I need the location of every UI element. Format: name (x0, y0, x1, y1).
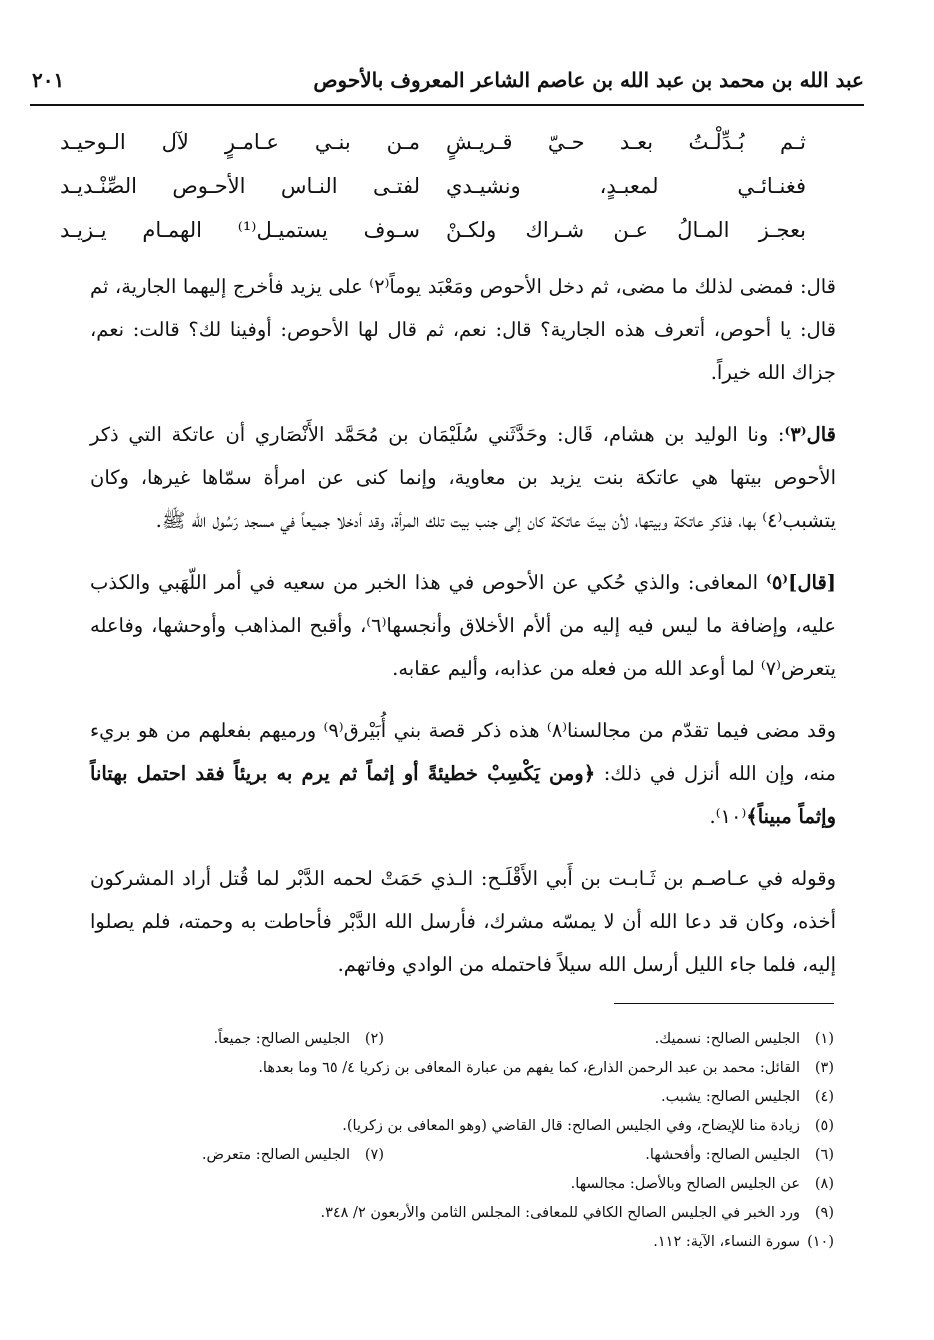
paragraph-3 (90, 561, 836, 690)
poem-block (60, 130, 806, 262)
footnote-text: القائل: محمد بن عبد الرحمن الذارع، كما يفهم من عبارة المعافى بن زكريا ٤/ ٦٥ وما بعدها. (258, 1060, 800, 1076)
page-number: ٢٠١ (32, 68, 65, 92)
footnote-number: (٧) (364, 1147, 384, 1163)
paragraph-3-text: المعافى: والذي حُكي عن الأحوص في هذا الخبر من سعيه في أمر اللّهَبي والكذب عليه، وإضافة ما ليس فيه إليه من ألأم الأخلاق وأنجسها⁽٦⁾، وأقبح المذاهب وأوحشها، وفاعله يتعرض⁽٧⁾ لما أوعد الله من فعله من عذابه، وأليم عقابه. (90, 571, 837, 680)
footnote-number: (٤) (814, 1089, 834, 1105)
quran-verse: ﴿ومن يَكْسِبْ خطيئةً أو إثماً ثم يرم به بريئاً فقد احتمل بهتاناً وإثماً مبيناً﴾ (90, 762, 836, 828)
paragraph-4-end: ⁽١٠⁾. (709, 805, 747, 828)
footnote (90, 1083, 834, 1112)
verse-first-hemistich: فغنـائـي لمعبـدٍ، ونشيـدي (446, 174, 806, 198)
footnote (90, 1199, 834, 1228)
footnotes (90, 1025, 834, 1257)
footnote-number: (٢) (364, 1031, 384, 1047)
paragraph-2 (90, 413, 836, 542)
footnote (90, 1141, 834, 1170)
footnote-text: عن الجليس الصالح وبالأصل: مجالسها. (570, 1176, 800, 1192)
verse-second-hemistich: مـن بنـي عـامـرٍ لآل الـوحيـد (60, 130, 420, 154)
paragraph-2-text: : ونا الوليد بن هشام، قَال: وحَدَّثَني سُلَيْمَان بن مُحَمَّد الأَنْصَاري أن عاتكة التي ذكر الأحوص بيتها هي عاتكة بنت يزيد بن معاوية، وإنما كنى عن امرأة سمّاها غيرها، وكان يتشبب⁽٤⁾ بها، فذكر عاتكة وبيتها، لأن بيتَ عاتكة كان إلى جنب بيت تلك المرأة، وقد أدخلا جميعاً في مسجد رَسُول الله ﷺ. (90, 423, 836, 532)
footnote-separator (614, 1003, 834, 1004)
footnote (90, 1112, 834, 1141)
footnote-text: ورد الخبر في الجليس الصالح الكافي للمعافى: المجلس الثامن والأربعون ٢/ ٣٤٨. (320, 1205, 800, 1221)
footnote-number: (٨) (814, 1176, 834, 1192)
footnote-number: (١) (814, 1031, 834, 1047)
footnote-second (213, 1025, 384, 1054)
footnote (90, 1170, 834, 1199)
poem-verse (60, 130, 806, 174)
poem-verse (60, 218, 806, 262)
running-title: عبد الله بن محمد بن عبد الله بن عاصم الشاعر المعروف بالأحوص (313, 68, 864, 92)
verse-second-hemistich: سـوف يستميـل⁽¹⁾ الهمـام يـزيـد (60, 218, 420, 242)
footnote-number: (٣) (814, 1060, 834, 1076)
paragraph-1: قال: فمضى لذلك ما مضى، ثم دخل الأحوص ومَعْبَد يوماً⁽٢⁾ على يزيد فأخرج إليهما الجارية، ثم قال: يا أحوص، أتعرف هذه الجارية؟ قال: نعم، ثم قال لها الأحوص: أوفينا لك؟ قالت: نعم، جزاك الله خيراً. (90, 275, 837, 384)
paragraph-2-lead: قال⁽٣⁾ (784, 423, 836, 446)
footnote-text: الجليس الصالح: يشبب. (661, 1089, 800, 1105)
footnote-text: الجليس الصالح: جميعاً. (213, 1031, 350, 1047)
verse-second-hemistich: لفتـى النـاس الأحـوص الصِّنْـديـد (60, 174, 420, 198)
body-text (90, 265, 836, 1005)
paragraph-4-text: وقد مضى فيما تقدّم من مجالسنا⁽٨⁾ هذه ذكر قصة بني أُبَيْرق⁽٩⁾ ورميهم بفعلهم من هو بريء منه، وإن الله أنزل في ذلك: (90, 719, 837, 785)
footnote-text: الجليس الصالح: وأفحشها. (645, 1147, 800, 1163)
paragraph-3-lead: [قال]⁽٥⁾ (766, 571, 836, 594)
poem-verse (60, 174, 806, 218)
verse-first-hemistich: بعجـز المـالُ عـن شـراك ولكـنْ (446, 218, 806, 242)
paragraph-5: وقوله في عـاصـم بن ثَـابـت بن أَبي الأَقْلَـح: الـذي حَمَتْ لحمه الدَّبْر لما قُتل أراد المشركون أخذه، وكان قد دعا الله أن لا يمسّه مشرك، فأرسل الله الدَّبْر فأحاطت به وحمته، فلم يصلوا إليه، فلما جاء الليل أرسل الله سيلاً فاحتمله من الوادي وفاتهم. (90, 867, 836, 976)
verse-first-hemistich: ثـم بُـدِّلْـتُ بعـد حـيّ قـريـشٍ (446, 130, 806, 154)
paragraph-4 (90, 709, 836, 838)
running-header (30, 62, 864, 106)
footnote-number: (٩) (814, 1205, 834, 1221)
footnote-text: الجليس الصالح: نسميك. (654, 1031, 800, 1047)
footnote (90, 1025, 834, 1054)
footnote-text: سورة النساء، الآية: ١١٢. (653, 1234, 800, 1250)
footnote-second (202, 1141, 384, 1170)
footnote-text: زيادة منا للإيضاح، وفي الجليس الصالح: قال القاضي (وهو المعافى بن زكريا). (342, 1118, 800, 1134)
footnote-text: الجليس الصالح: متعرض. (201, 1147, 350, 1163)
footnote (90, 1054, 834, 1083)
footnote-number: (٥) (814, 1118, 834, 1134)
footnote-number: (٦) (814, 1147, 834, 1163)
footnote (90, 1228, 834, 1257)
footnote-number: (١٠) (807, 1234, 834, 1250)
